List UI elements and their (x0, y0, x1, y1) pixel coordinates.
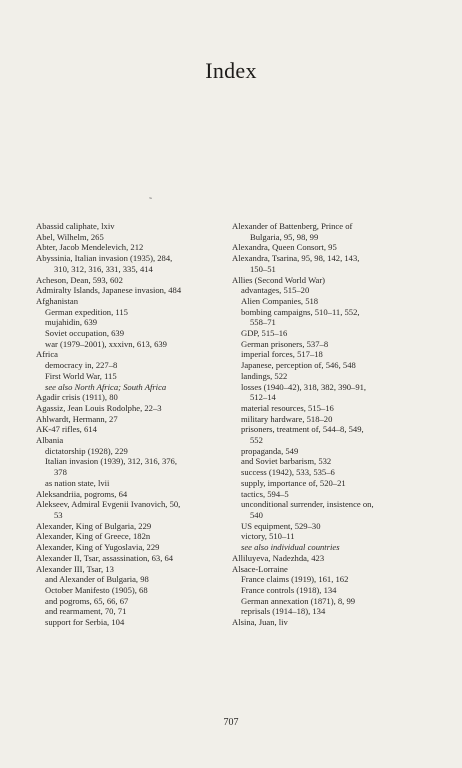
index-subentry: military hardware, 518–20 (241, 413, 333, 424)
index-subentry: US equipment, 529–30 (241, 520, 321, 531)
index-subentry: material resources, 515–16 (241, 402, 334, 413)
index-entry: Alexandra, Tsarina, 95, 98, 142, 143, (232, 253, 360, 264)
index-subentry: war (1979–2001), xxxivn, 613, 639 (45, 338, 167, 349)
index-subentry: mujahidin, 639 (45, 317, 98, 328)
index-subentry: 150–51 (250, 263, 276, 274)
index-entry: Alexander, King of Yugoslavia, 229 (36, 542, 160, 553)
index-entry: Allies (Second World War) (232, 274, 326, 285)
index-subentry: prisoners, treatment of, 544–8, 549, (241, 424, 364, 435)
index-subentry: 540 (250, 509, 263, 520)
index-subentry: reprisals (1914–18), 134 (241, 606, 326, 617)
index-subentry: and Soviet barbarism, 532 (241, 456, 332, 467)
index-entry: Abassid caliphate, lxiv (36, 221, 115, 231)
index-subentry: Alien Companies, 518 (241, 295, 319, 306)
index-subentry: 552 (250, 435, 263, 446)
index-entry: Albania (36, 435, 64, 446)
index-subentry: support for Serbia, 104 (45, 617, 125, 628)
index-subentry: October Manifesto (1905), 68 (45, 584, 148, 595)
index-subentry: imperial forces, 517–18 (241, 349, 323, 360)
index-entry: Africa (36, 349, 58, 360)
index-subentry: 378 (54, 467, 67, 478)
index-subentry: Japanese, perception of, 546, 548 (241, 360, 356, 371)
index-subentry: 512–14 (250, 392, 276, 403)
index-column-right (232, 221, 422, 628)
index-subentry: see also individual countries (241, 542, 340, 553)
index-subentry: German expedition, 115 (45, 306, 128, 317)
index-subentry: dictatorship (1928), 229 (45, 445, 128, 456)
page-title: Index (205, 58, 257, 83)
index-entry: Alexander III, Tsar, 13 (36, 563, 114, 574)
index-entry: Agassiz, Jean Louis Rodolphe, 22–3 (36, 402, 162, 413)
index-subentry: Soviet occupation, 639 (45, 328, 125, 339)
index-subentry: 53 (54, 509, 63, 520)
index-subentry: unconditional surrender, insistence on, (241, 499, 374, 510)
index-subentry: and pogroms, 65, 66, 67 (45, 595, 129, 606)
index-subentry: German annexation (1871), 8, 99 (241, 595, 356, 606)
index-entry: Alsina, Juan, liv (232, 617, 288, 628)
index-entry: AK-47 rifles, 614 (36, 424, 97, 435)
index-subentry: tactics, 594–5 (241, 488, 289, 499)
index-subentry: Bulgaria, 95, 98, 99 (250, 231, 319, 242)
index-subentry: First World War, 115 (45, 370, 117, 381)
index-subentry: victory, 510–11 (241, 531, 295, 542)
index-subentry: France claims (1919), 161, 162 (241, 574, 349, 585)
index-subentry: bombing campaigns, 510–11, 552, (241, 306, 360, 317)
index-entry: Alexander, King of Greece, 182n (36, 531, 151, 542)
index-subentry: see also North Africa; South Africa (45, 381, 167, 392)
index-entry: Acheson, Dean, 593, 602 (36, 274, 123, 285)
index-subentry: supply, importance of, 520–21 (241, 477, 346, 488)
index-subentry: landings, 522 (241, 370, 288, 381)
index-subentry: GDP, 515–16 (241, 328, 288, 339)
index-entry: Alexander of Battenberg, Prince of (232, 221, 353, 231)
index-subentry: democracy in, 227–8 (45, 360, 118, 371)
index-entry: Abyssinia, Italian invasion (1935), 284, (36, 253, 173, 264)
index-subentry: 558–71 (250, 317, 276, 328)
index-subentry: and Alexander of Bulgaria, 98 (45, 574, 149, 585)
index-entry: Aleksandriia, pogroms, 64 (36, 488, 128, 499)
index-subentry: Italian invasion (1939), 312, 316, 376, (45, 456, 177, 467)
index-entry: Afghanistan (36, 295, 79, 306)
index-entry: Alexandra, Queen Consort, 95 (232, 242, 337, 253)
index-entry: Alekseev, Admiral Evgenii Ivanovich, 50, (36, 499, 181, 510)
index-entry: Alliluyeva, Nadezhda, 423 (232, 552, 325, 563)
index-entry: Alsace-Lorraine (232, 563, 288, 574)
page-number: 707 (223, 717, 239, 728)
index-column-left (36, 221, 226, 628)
index-subentry: and rearmament, 70, 71 (45, 606, 127, 617)
index-subentry: losses (1940–42), 318, 382, 390–91, (241, 381, 367, 392)
index-subentry: propaganda, 549 (241, 445, 299, 456)
index-subentry: German prisoners, 537–8 (241, 338, 329, 349)
index-entry: Agadir crisis (1911), 80 (36, 392, 118, 403)
index-entry: Abel, Wilhelm, 265 (36, 231, 104, 242)
stray-mark: ˜ (149, 196, 152, 206)
index-entry: Alexander II, Tsar, assassination, 63, 64 (36, 552, 174, 563)
index-entry: Ahlwardt, Hermann, 27 (36, 413, 118, 424)
index-subentry: 310, 312, 316, 331, 335, 414 (54, 263, 153, 274)
index-subentry: success (1942), 533, 535–6 (241, 467, 335, 478)
index-subentry: advantages, 515–20 (241, 285, 310, 296)
index-subentry: as nation state, lvii (45, 477, 110, 488)
index-entry: Abter, Jacob Mendelevich, 212 (36, 242, 144, 253)
index-entry: Admiralty Islands, Japanese invasion, 484 (36, 285, 182, 296)
index-entry: Alexander, King of Bulgaria, 229 (36, 520, 152, 531)
index-subentry: France controls (1918), 134 (241, 584, 337, 595)
